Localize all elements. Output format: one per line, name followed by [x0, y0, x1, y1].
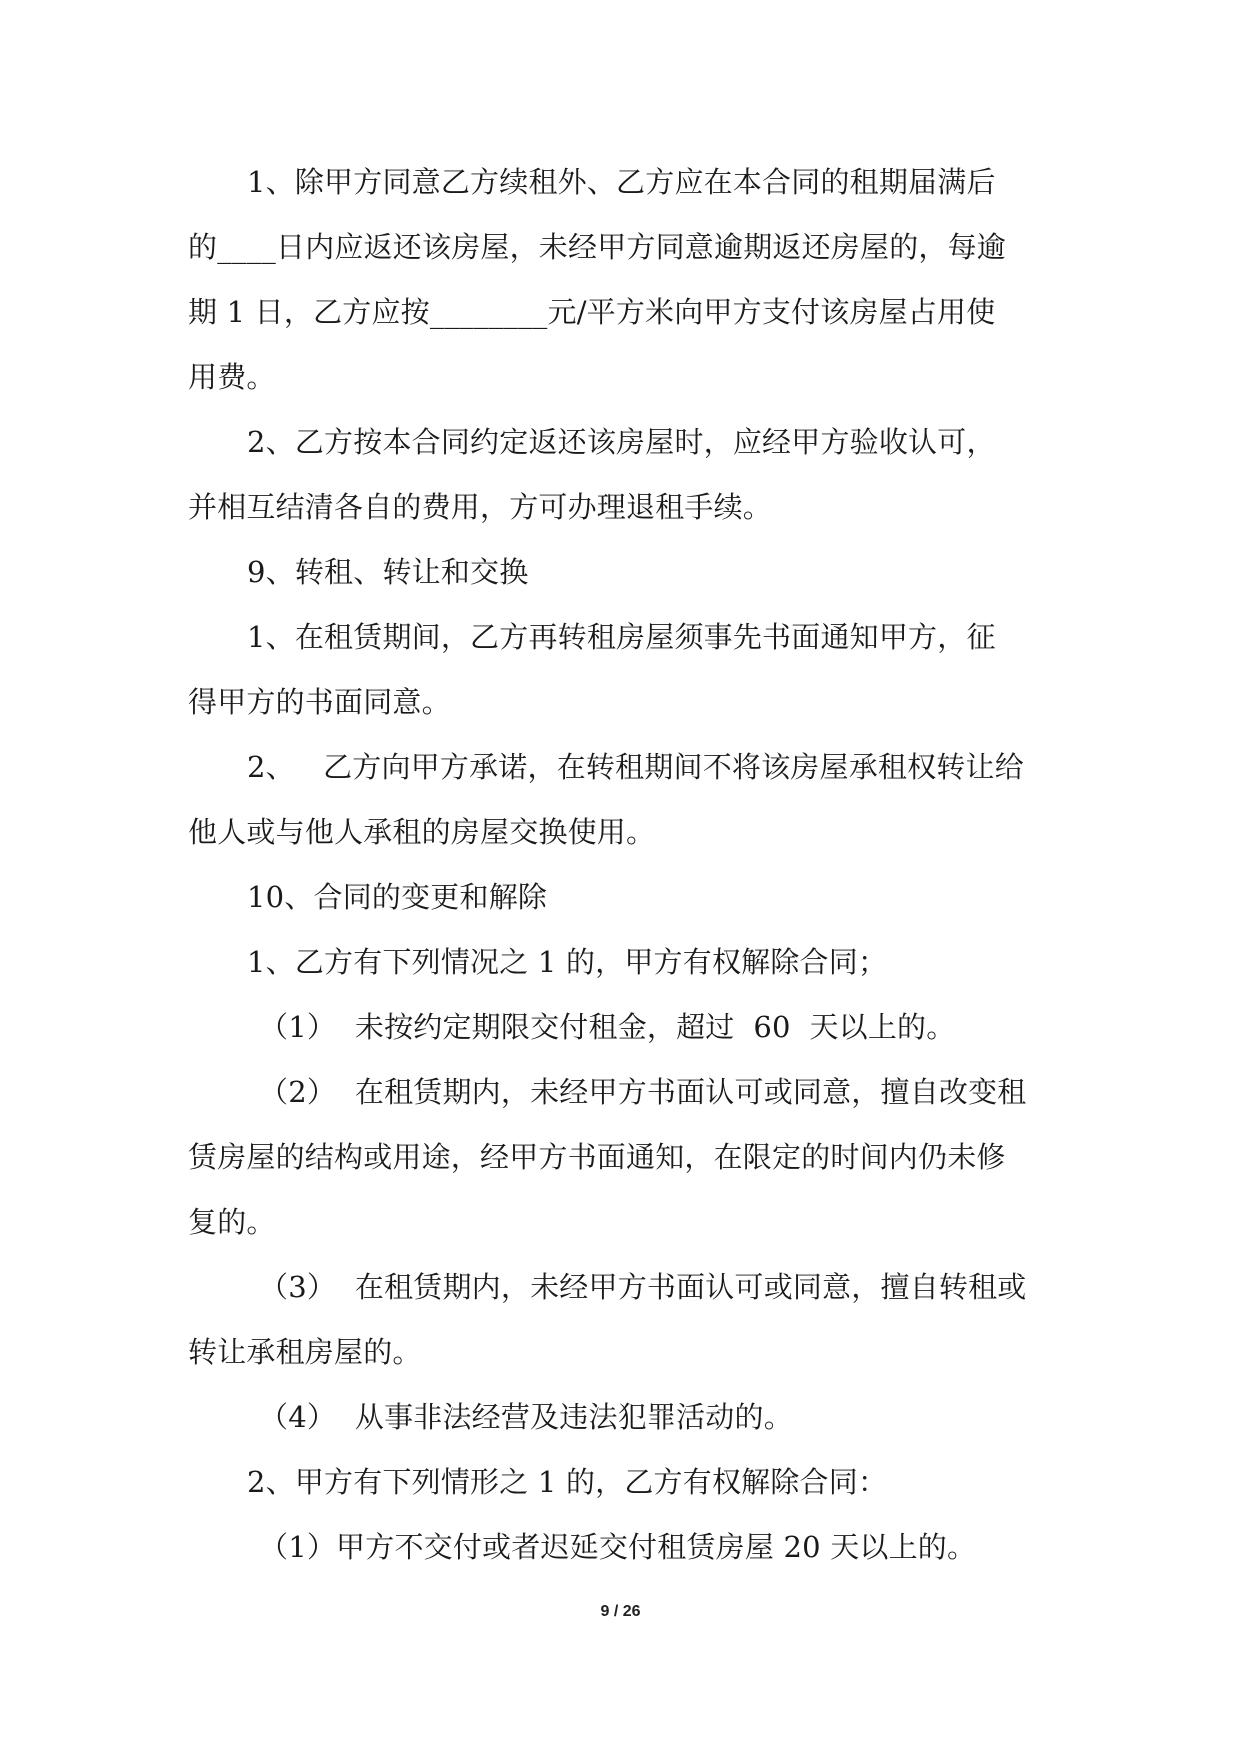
- paragraph-line: 转让承租房屋的。: [188, 1335, 422, 1369]
- document-body: [188, 150, 1054, 1580]
- list-item: （2） 在租赁期内，未经甲方书面认可或同意，擅自改变租: [259, 1075, 1027, 1109]
- list-item: （4） 从事非法经营及违法犯罪活动的。: [259, 1400, 793, 1434]
- paragraph-line: 期 1 日，乙方应按________元/平方米向甲方支付该房屋占用使: [188, 295, 996, 329]
- paragraph-line: 1、除甲方同意乙方续租外、乙方应在本合同的租期届满后: [247, 165, 996, 199]
- list-item: （3） 在租赁期内，未经甲方书面认可或同意，擅自转租或: [259, 1270, 1027, 1304]
- paragraph-line: 2、乙方按本合同约定返还该房屋时，应经甲方验收认可，: [247, 425, 996, 459]
- paragraph-line: 并相互结清各自的费用，方可办理退租手续。: [188, 490, 773, 524]
- page-number: 9 / 26: [600, 1603, 641, 1620]
- section-heading: 10、合同的变更和解除: [247, 880, 548, 914]
- list-item: （1）甲方不交付或者迟延交付租赁房屋 20 天以上的。: [259, 1530, 977, 1564]
- section-heading: 9、转租、转让和交换: [247, 555, 529, 589]
- paragraph-line: 复的。: [188, 1205, 276, 1239]
- paragraph-line: 2、甲方有下列情形之 1 的，乙方有权解除合同：: [247, 1465, 888, 1499]
- paragraph-line: 2、 乙方向甲方承诺，在转租期间不将该房屋承租权转让给: [247, 750, 1024, 784]
- paragraph-line: 用费。: [188, 360, 276, 394]
- paragraph-line: 的____日内应返还该房屋，未经甲方同意逾期返还房屋的，每逾: [188, 230, 1007, 264]
- paragraph-line: 得甲方的书面同意。: [188, 685, 451, 719]
- paragraph-line: 1、乙方有下列情况之 1 的，甲方有权解除合同；: [247, 945, 888, 979]
- paragraph-line: 赁房屋的结构或用途，经甲方书面通知，在限定的时间内仍未修: [188, 1140, 1006, 1174]
- paragraph-line: 他人或与他人承租的房屋交换使用。: [188, 815, 656, 849]
- list-item: （1） 未按约定期限交付租金，超过 60 天以上的。: [259, 1010, 956, 1044]
- paragraph-line: 1、在租赁期间，乙方再转租房屋须事先书面通知甲方，征: [247, 620, 996, 654]
